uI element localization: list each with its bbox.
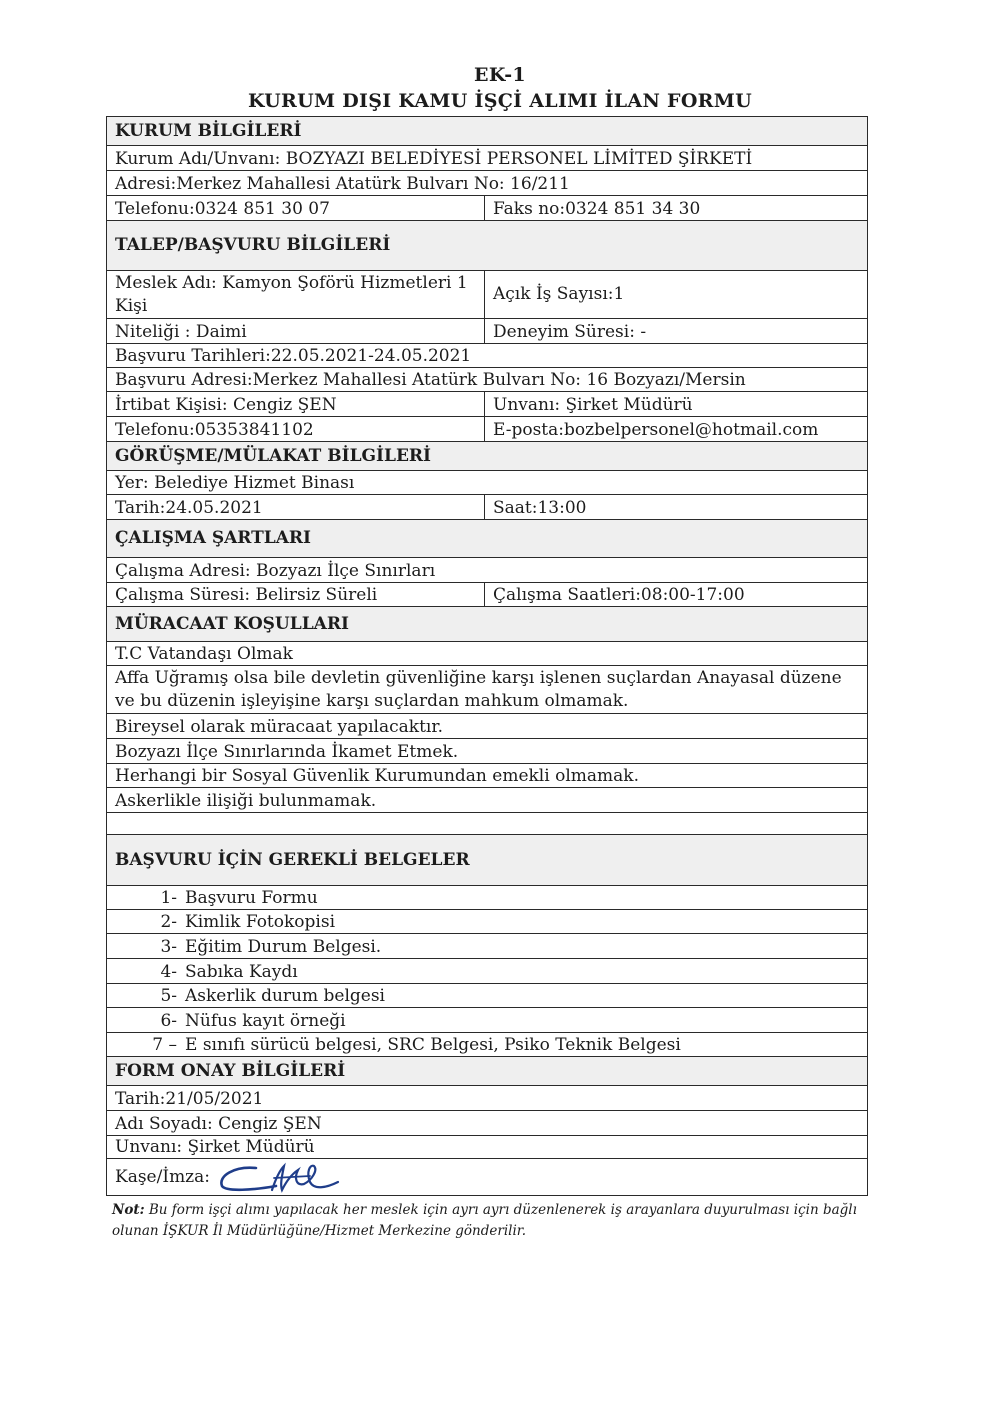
talep-eposta: E-posta:bozbelpersonel@hotmail.com — [493, 420, 819, 440]
gorusme-saat: Saat:13:00 — [493, 498, 587, 518]
belge-row — [107, 886, 867, 910]
calisma-saatleri: Çalışma Saatleri:08:00-17:00 — [493, 585, 745, 605]
meslek-adi: Meslek Adı: Kamyon Şoförü Hizmetleri 1 Kişi — [107, 271, 485, 318]
muracaat-item: Bireysel olarak müracaat yapılacaktır. — [115, 717, 443, 737]
deneyim-suresi: Deneyim Süresi: - — [493, 322, 647, 342]
section-heading: ÇALIŞMA ŞARTLARI — [115, 528, 311, 548]
onay-tarih: Tarih:21/05/2021 — [115, 1089, 264, 1109]
kurum-adi: Kurum Adı/Unvanı: BOZYAZI BELEDİYESİ PERSONEL LİMİTED ŞİRKETİ — [115, 149, 753, 169]
belge-num: 4- — [160, 962, 177, 982]
signature-image — [214, 1160, 344, 1194]
belge-item — [107, 886, 867, 909]
irtibat-unvan: Unvanı: Şirket Müdürü — [493, 395, 693, 415]
muracaat-row — [107, 764, 867, 788]
basvuru-adresi: Başvuru Adresi:Merkez Mahallesi Atatürk Bulvarı No: 16 Bozyazı/Mersin — [115, 370, 746, 390]
belge-row — [107, 984, 867, 1008]
basvuru-tarihleri: Başvuru Tarihleri:22.05.2021-24.05.2021 — [115, 346, 472, 366]
muracaat-row — [107, 714, 867, 739]
kurum-faks: Faks no:0324 851 34 30 — [493, 199, 701, 219]
talep-telefon: Telefonu:05353841102 — [107, 417, 485, 441]
page-title: KURUM DIŞI KAMU İŞÇİ ALIMI İLAN FORMU — [248, 90, 752, 112]
belge-text: Başvuru Formu — [185, 888, 318, 908]
gorusme-yer: Yer: Belediye Hizmet Binası — [115, 473, 355, 493]
kurum-telefon: Telefonu:0324 851 30 07 — [107, 196, 485, 220]
belge-num: 1- — [160, 888, 177, 908]
belge-row — [107, 934, 867, 959]
calisma-suresi: Çalışma Süresi: Belirsiz Süreli — [107, 583, 485, 606]
belge-item — [107, 934, 867, 958]
muracaat-row — [107, 788, 867, 813]
gorusme-tarih-row — [107, 495, 867, 520]
basvuru-adres-row — [107, 368, 867, 392]
section-calisma — [107, 520, 867, 558]
blank-cell — [107, 813, 867, 834]
blank-row — [107, 813, 867, 835]
belge-num: 7 – — [152, 1035, 177, 1055]
section-heading: TALEP/BAŞVURU BİLGİLERİ — [115, 235, 391, 255]
belge-text: Nüfus kayıt örneği — [185, 1011, 346, 1031]
belge-num: 6- — [160, 1011, 177, 1031]
belge-text: Kimlik Fotokopisi — [185, 912, 336, 932]
belge-num: 3- — [160, 937, 177, 957]
calisma-adresi: Çalışma Adresi: Bozyazı İlçe Sınırları — [115, 561, 436, 581]
belge-text: Eğitim Durum Belgesi. — [185, 937, 382, 957]
belge-item — [107, 984, 867, 1007]
section-talep — [107, 221, 867, 271]
irtibat-row — [107, 392, 867, 417]
section-belgeler — [107, 835, 867, 886]
footnote — [112, 1200, 882, 1242]
section-muracaat — [107, 607, 867, 642]
section-heading: FORM ONAY BİLGİLERİ — [115, 1060, 346, 1081]
section-kurum — [107, 117, 867, 146]
muracaat-row — [107, 642, 867, 666]
muracaat-item: Askerlikle ilişiği bulunmamak. — [115, 791, 377, 811]
belge-text: E sınıfı sürücü belgesi, SRC Belgesi, Psiko Teknik Belgesi — [185, 1035, 681, 1055]
belge-item — [107, 1008, 867, 1032]
section-heading: KURUM BİLGİLERİ — [115, 120, 302, 141]
acik-is-sayisi: Açık İş Sayısı:1 — [493, 284, 625, 304]
gorusme-tarih: Tarih:24.05.2021 — [107, 495, 485, 519]
belge-num: 5- — [160, 986, 177, 1006]
belge-row — [107, 910, 867, 934]
kase-imza-label: Kaşe/İmza: — [115, 1166, 211, 1187]
kurum-adres: Adresi:Merkez Mahallesi Atatürk Bulvarı No: 16/211 — [115, 174, 570, 194]
footnote-text: Bu form işçi alımı yapılacak her meslek için ayrı ayrı düzenlenerek iş arayanlara duyurulması için bağlı olunan İŞKUR İl Müdürlüğüne/Hizmet Merkezine gönderilir. — [112, 1202, 857, 1239]
muracaat-item: Bozyazı İlçe Sınırlarında İkamet Etmek. — [115, 742, 459, 762]
kurum-adi-row — [107, 146, 867, 171]
basvuru-tarih-row — [107, 344, 867, 368]
muracaat-row — [107, 666, 867, 714]
form-table — [106, 116, 868, 1196]
kurum-iletisim-row — [107, 196, 867, 221]
footnote-label: Not: — [112, 1202, 145, 1218]
onay-tarih-row — [107, 1086, 867, 1111]
nitelik-row — [107, 319, 867, 344]
muracaat-item: T.C Vatandaşı Olmak — [115, 644, 293, 664]
irtibat-kisisi: İrtibat Kişisi: Cengiz ŞEN — [107, 392, 485, 416]
section-heading: BAŞVURU İÇİN GEREKLİ BELGELER — [115, 849, 470, 870]
annex-label: EK-1 — [474, 64, 526, 86]
gorusme-yer-row — [107, 471, 867, 495]
section-onay — [107, 1057, 867, 1086]
meslek-row — [107, 271, 867, 319]
belge-row — [107, 1008, 867, 1033]
section-heading: MÜRACAAT KOŞULLARI — [115, 613, 349, 634]
onay-adi-row — [107, 1111, 867, 1136]
talep-iletisim-row — [107, 417, 867, 442]
onay-adi-soyadi: Adı Soyadı: Cengiz ŞEN — [115, 1114, 322, 1134]
onay-unvan-row — [107, 1136, 867, 1159]
onay-unvan: Unvanı: Şirket Müdürü — [115, 1137, 315, 1157]
section-heading: GÖRÜŞME/MÜLAKAT BİLGİLERİ — [115, 445, 431, 466]
calisma-adres-row — [107, 558, 867, 583]
belge-item — [107, 959, 867, 983]
muracaat-item: Affa Uğramış olsa bile devletin güvenliğine karşı işlenen suçlardan Anayasal düzene ve bu düzenin işleyişine karşı suçlardan mahkum olmamak. — [115, 668, 842, 711]
belge-num: 2- — [160, 912, 177, 932]
belge-item — [107, 1033, 867, 1056]
muracaat-item: Herhangi bir Sosyal Güvenlik Kurumundan emekli olmamak. — [115, 766, 639, 786]
kase-imza-cell — [107, 1159, 867, 1195]
belge-row — [107, 1033, 867, 1057]
muracaat-row — [107, 739, 867, 764]
onay-kase-row — [107, 1159, 867, 1195]
belge-row — [107, 959, 867, 984]
section-gorusme — [107, 442, 867, 471]
belge-text: Sabıka Kaydı — [185, 962, 298, 982]
niteligi: Niteliği : Daimi — [107, 319, 485, 343]
belge-text: Askerlik durum belgesi — [185, 986, 385, 1006]
belge-item — [107, 910, 867, 933]
kurum-adres-row — [107, 171, 867, 196]
calisma-sure-row — [107, 583, 867, 607]
